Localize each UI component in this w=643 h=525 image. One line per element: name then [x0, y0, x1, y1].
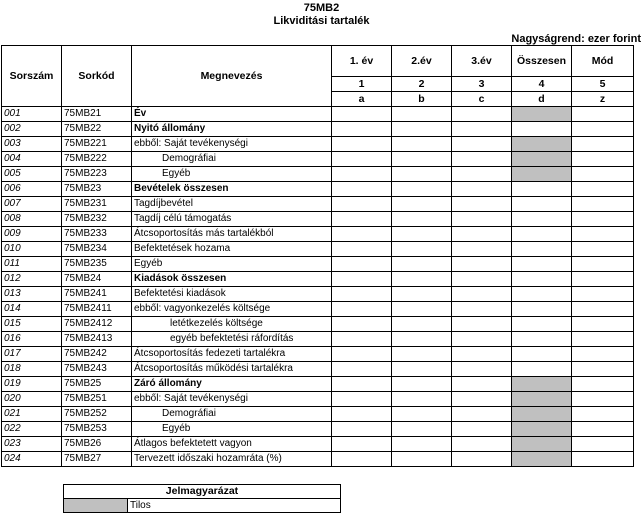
value-cell[interactable]	[392, 377, 452, 392]
row-label: letétkezelés költsége	[132, 317, 332, 332]
value-cell[interactable]	[332, 452, 392, 467]
table-row	[2, 167, 634, 182]
value-cell[interactable]	[332, 152, 392, 167]
value-cell[interactable]	[572, 257, 634, 272]
value-cell[interactable]	[332, 242, 392, 257]
value-cell[interactable]	[452, 302, 512, 317]
value-cell[interactable]	[392, 137, 452, 152]
row-code: 75MB242	[62, 347, 132, 362]
value-cell[interactable]	[452, 122, 512, 137]
row-label: Bevételek összesen	[132, 182, 332, 197]
table-row	[2, 452, 634, 467]
value-cell[interactable]	[572, 332, 634, 347]
row-code: 75MB2411	[62, 302, 132, 317]
value-cell[interactable]	[332, 257, 392, 272]
row-label: Demográfiai	[132, 407, 332, 422]
row-number: 004	[2, 152, 62, 167]
value-cell[interactable]	[452, 182, 512, 197]
header-letter-z: z	[572, 92, 634, 107]
value-cell[interactable]	[572, 272, 634, 287]
value-cell[interactable]	[572, 377, 634, 392]
value-cell[interactable]	[332, 227, 392, 242]
row-number: 002	[2, 122, 62, 137]
row-label: Egyéb	[132, 167, 332, 182]
row-code: 75MB2412	[62, 317, 132, 332]
legend-table	[63, 484, 341, 513]
row-label: Tagdíjbevétel	[132, 197, 332, 212]
forbidden-cell	[512, 377, 572, 392]
value-cell[interactable]	[452, 272, 512, 287]
header-sorkod: Sorkód	[62, 46, 132, 107]
value-cell[interactable]	[392, 272, 452, 287]
value-cell[interactable]	[392, 212, 452, 227]
header-letter-c: c	[452, 92, 512, 107]
value-cell[interactable]	[572, 167, 634, 182]
value-cell[interactable]	[512, 287, 572, 302]
row-number: 023	[2, 437, 62, 452]
value-cell[interactable]	[572, 392, 634, 407]
table-row	[2, 302, 634, 317]
value-cell[interactable]	[392, 422, 452, 437]
value-cell[interactable]	[452, 197, 512, 212]
header-megnevezes: Megnevezés	[132, 46, 332, 107]
table-row	[2, 137, 634, 152]
value-cell[interactable]	[452, 227, 512, 242]
row-number: 019	[2, 377, 62, 392]
value-cell[interactable]	[392, 437, 452, 452]
row-code: 75MB21	[62, 107, 132, 122]
forbidden-cell	[512, 392, 572, 407]
value-cell[interactable]	[332, 392, 392, 407]
header-col-3: 3.év	[452, 46, 512, 77]
row-code: 75MB232	[62, 212, 132, 227]
table-row	[2, 107, 634, 122]
header-letter-d: d	[512, 92, 572, 107]
header-sorszam: Sorszám	[2, 46, 62, 107]
row-number: 018	[2, 362, 62, 377]
row-number: 009	[2, 227, 62, 242]
row-number: 008	[2, 212, 62, 227]
value-cell[interactable]	[332, 122, 392, 137]
table-row	[2, 347, 634, 362]
row-number: 006	[2, 182, 62, 197]
value-cell[interactable]	[512, 332, 572, 347]
table-row	[2, 122, 634, 137]
value-cell[interactable]	[572, 137, 634, 152]
value-cell[interactable]	[392, 452, 452, 467]
value-cell[interactable]	[332, 302, 392, 317]
value-cell[interactable]	[452, 422, 512, 437]
value-cell[interactable]	[392, 407, 452, 422]
row-number: 021	[2, 407, 62, 422]
row-code: 75MB251	[62, 392, 132, 407]
row-code: 75MB22	[62, 122, 132, 137]
unit-label: Nagyságrend: ezer forint	[511, 33, 641, 45]
value-cell[interactable]	[452, 107, 512, 122]
row-number: 012	[2, 272, 62, 287]
row-number: 013	[2, 287, 62, 302]
row-number: 022	[2, 422, 62, 437]
value-cell[interactable]	[392, 227, 452, 242]
value-cell[interactable]	[452, 407, 512, 422]
row-code: 75MB233	[62, 227, 132, 242]
row-label: Átcsoportosítás működési tartalékra	[132, 362, 332, 377]
row-code: 75MB243	[62, 362, 132, 377]
forbidden-cell	[512, 437, 572, 452]
table-row	[2, 332, 634, 347]
header-col-1: 1. év	[332, 46, 392, 77]
value-cell[interactable]	[392, 347, 452, 362]
row-label: Egyéb	[132, 257, 332, 272]
value-cell[interactable]	[452, 167, 512, 182]
value-cell[interactable]	[392, 167, 452, 182]
form-subtitle: Likviditási tartalék	[273, 15, 370, 27]
value-cell[interactable]	[392, 392, 452, 407]
header-num-1: 1	[332, 77, 392, 92]
value-cell[interactable]	[572, 317, 634, 332]
table-row	[2, 257, 634, 272]
value-cell[interactable]	[572, 347, 634, 362]
row-code: 75MB27	[62, 452, 132, 467]
table-row	[2, 317, 634, 332]
value-cell[interactable]	[392, 287, 452, 302]
value-cell[interactable]	[392, 317, 452, 332]
row-code: 75MB222	[62, 152, 132, 167]
value-cell[interactable]	[392, 242, 452, 257]
value-cell[interactable]	[452, 362, 512, 377]
row-number: 020	[2, 392, 62, 407]
header-letter-b: b	[392, 92, 452, 107]
header-letter-a: a	[332, 92, 392, 107]
row-code: 75MB25	[62, 377, 132, 392]
row-code: 75MB241	[62, 287, 132, 302]
value-cell[interactable]	[392, 302, 452, 317]
row-label: Nyitó állomány	[132, 122, 332, 137]
value-cell[interactable]	[452, 437, 512, 452]
value-cell[interactable]	[392, 182, 452, 197]
value-cell[interactable]	[392, 122, 452, 137]
row-code: 75MB2413	[62, 332, 132, 347]
value-cell[interactable]	[332, 167, 392, 182]
row-label: Befektetési kiadások	[132, 287, 332, 302]
row-label: Átcsoportosítás fedezeti tartalékra	[132, 347, 332, 362]
value-cell[interactable]	[512, 242, 572, 257]
table-row	[2, 407, 634, 422]
legend-title: Jelmagyarázat	[64, 485, 341, 499]
forbidden-cell	[512, 452, 572, 467]
row-number: 024	[2, 452, 62, 467]
value-cell[interactable]	[572, 152, 634, 167]
row-label: Demográfiai	[132, 152, 332, 167]
row-number: 014	[2, 302, 62, 317]
value-cell[interactable]	[452, 347, 512, 362]
value-cell[interactable]	[512, 197, 572, 212]
row-number: 011	[2, 257, 62, 272]
forbidden-cell	[512, 407, 572, 422]
row-code: 75MB231	[62, 197, 132, 212]
value-cell[interactable]	[512, 122, 572, 137]
value-cell[interactable]	[392, 257, 452, 272]
table-row	[2, 437, 634, 452]
value-cell[interactable]	[332, 407, 392, 422]
value-cell[interactable]	[332, 287, 392, 302]
value-cell[interactable]	[452, 242, 512, 257]
row-code: 75MB252	[62, 407, 132, 422]
header-num-2: 2	[392, 77, 452, 92]
row-number: 007	[2, 197, 62, 212]
value-cell[interactable]	[392, 362, 452, 377]
value-cell[interactable]	[332, 422, 392, 437]
row-label: Tagdíj célú támogatás	[132, 212, 332, 227]
value-cell[interactable]	[512, 212, 572, 227]
value-cell[interactable]	[332, 137, 392, 152]
value-cell[interactable]	[512, 362, 572, 377]
value-cell[interactable]	[332, 272, 392, 287]
value-cell[interactable]	[452, 152, 512, 167]
value-cell[interactable]	[332, 317, 392, 332]
value-cell[interactable]	[572, 182, 634, 197]
forbidden-cell	[512, 167, 572, 182]
value-cell[interactable]	[572, 362, 634, 377]
table-row	[2, 287, 634, 302]
value-cell[interactable]	[572, 437, 634, 452]
legend-swatch-forbidden	[64, 499, 128, 513]
value-cell[interactable]	[572, 302, 634, 317]
value-cell[interactable]	[452, 332, 512, 347]
header-col-4: Összesen	[512, 46, 572, 77]
value-cell[interactable]	[452, 257, 512, 272]
value-cell[interactable]	[392, 197, 452, 212]
value-cell[interactable]	[452, 392, 512, 407]
value-cell[interactable]	[572, 197, 634, 212]
form-code-title: 75MB2	[303, 2, 340, 14]
value-cell[interactable]	[572, 122, 634, 137]
value-cell[interactable]	[512, 317, 572, 332]
header-num-3: 3	[452, 77, 512, 92]
forbidden-cell	[512, 152, 572, 167]
data-table	[1, 45, 634, 467]
header-col-5: Mód	[572, 46, 634, 77]
row-label: Egyéb	[132, 422, 332, 437]
value-cell[interactable]	[332, 347, 392, 362]
forbidden-cell	[512, 422, 572, 437]
row-code: 75MB23	[62, 182, 132, 197]
row-code: 75MB235	[62, 257, 132, 272]
row-label: Átlagos befektetett vagyon	[132, 437, 332, 452]
value-cell[interactable]	[332, 332, 392, 347]
value-cell[interactable]	[332, 212, 392, 227]
value-cell[interactable]	[512, 182, 572, 197]
value-cell[interactable]	[332, 107, 392, 122]
value-cell[interactable]	[572, 422, 634, 437]
value-cell[interactable]	[452, 137, 512, 152]
row-label: Záró állomány	[132, 377, 332, 392]
value-cell[interactable]	[332, 197, 392, 212]
table-row	[2, 182, 634, 197]
table-row	[2, 422, 634, 437]
value-cell[interactable]	[572, 227, 634, 242]
row-number: 010	[2, 242, 62, 257]
row-number: 015	[2, 317, 62, 332]
row-number: 001	[2, 107, 62, 122]
row-label: ebből: vagyonkezelés költsége	[132, 302, 332, 317]
row-code: 75MB221	[62, 137, 132, 152]
value-cell[interactable]	[512, 272, 572, 287]
table-row	[2, 362, 634, 377]
value-cell[interactable]	[512, 257, 572, 272]
value-cell[interactable]	[512, 227, 572, 242]
row-number: 017	[2, 347, 62, 362]
table-row	[2, 227, 634, 242]
header-num-4: 4	[512, 77, 572, 92]
table-row	[2, 377, 634, 392]
row-label: ebből: Saját tevékenységi	[132, 392, 332, 407]
value-cell[interactable]	[392, 332, 452, 347]
legend-item-label: Tilos	[128, 499, 341, 513]
value-cell[interactable]	[572, 407, 634, 422]
table-row	[2, 392, 634, 407]
row-label: ebből: Saját tevékenységi	[132, 137, 332, 152]
row-code: 75MB24	[62, 272, 132, 287]
value-cell[interactable]	[572, 212, 634, 227]
value-cell[interactable]	[452, 317, 512, 332]
row-number: 016	[2, 332, 62, 347]
table-row	[2, 272, 634, 287]
value-cell[interactable]	[572, 107, 634, 122]
table-row	[2, 152, 634, 167]
row-label: Kiadások összesen	[132, 272, 332, 287]
value-cell[interactable]	[452, 287, 512, 302]
row-label: Év	[132, 107, 332, 122]
value-cell[interactable]	[512, 302, 572, 317]
value-cell[interactable]	[332, 437, 392, 452]
value-cell[interactable]	[332, 377, 392, 392]
value-cell[interactable]	[512, 347, 572, 362]
row-label: Átcsoportosítás más tartalékból	[132, 227, 332, 242]
value-cell[interactable]	[452, 212, 512, 227]
row-code: 75MB253	[62, 422, 132, 437]
row-label: Tervezett időszaki hozamráta (%)	[132, 452, 332, 467]
table-row	[2, 197, 634, 212]
table-row	[2, 242, 634, 257]
forbidden-cell	[512, 107, 572, 122]
value-cell[interactable]	[332, 182, 392, 197]
row-label: Befektetések hozama	[132, 242, 332, 257]
table-row	[2, 212, 634, 227]
value-cell[interactable]	[392, 107, 452, 122]
value-cell[interactable]	[572, 242, 634, 257]
row-label: egyéb befektetési ráfordítás	[132, 332, 332, 347]
header-num-5: 5	[572, 77, 634, 92]
forbidden-cell	[512, 137, 572, 152]
value-cell[interactable]	[572, 452, 634, 467]
value-cell[interactable]	[332, 362, 392, 377]
row-number: 005	[2, 167, 62, 182]
header-col-2: 2.év	[392, 46, 452, 77]
row-code: 75MB234	[62, 242, 132, 257]
row-number: 003	[2, 137, 62, 152]
row-code: 75MB26	[62, 437, 132, 452]
value-cell[interactable]	[452, 452, 512, 467]
value-cell[interactable]	[392, 152, 452, 167]
row-code: 75MB223	[62, 167, 132, 182]
value-cell[interactable]	[452, 377, 512, 392]
value-cell[interactable]	[572, 287, 634, 302]
